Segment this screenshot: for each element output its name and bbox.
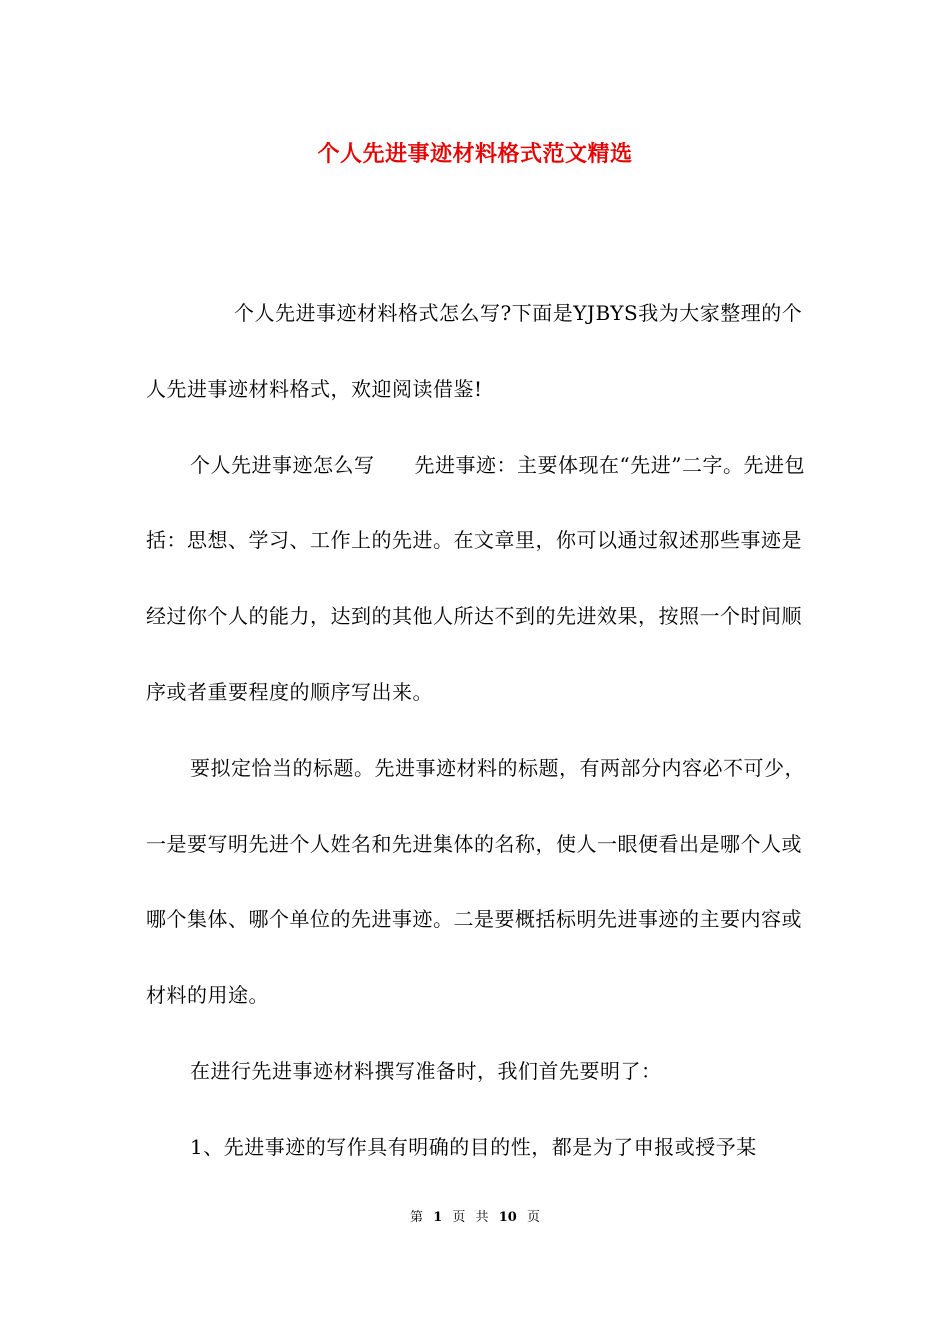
page-footer	[0, 1208, 950, 1228]
footer-total-unit: 页	[526, 1210, 540, 1225]
paragraph-heading: 个人先进事迹怎么写	[190, 452, 375, 477]
paragraph-intro: 个人先进事迹材料格式怎么写?下面是YJBYS我为大家整理的个人先进事迹材料格式，欢迎阅读借鉴!	[146, 301, 803, 401]
paragraph-how-to-write	[146, 428, 810, 731]
paragraph-point-one: 1、先进事迹的写作具有明确的目的性，都是为了申报或授予某	[190, 1134, 757, 1159]
page-number: 1	[433, 1210, 443, 1225]
paragraph-title-rules: 要拟定恰当的标题。先进事迹材料的标题，有两部分内容必不可少，一是要写明先进个人姓名和先进集体的名称，使人一眼便看出是哪个人或哪个集体、哪个单位的先进事迹。二是要概括标明先进事迹的主要内容或材料的用途。	[146, 755, 805, 1008]
footer-page-unit: 页	[452, 1210, 466, 1225]
footer-total-prefix: 共	[475, 1210, 489, 1225]
paragraph-preparation: 在进行先进事迹材料撰写准备时，我们首先要明了：	[190, 1058, 662, 1083]
document-title: 个人先进事迹材料格式范文精选	[317, 141, 633, 167]
footer-prefix: 第	[410, 1210, 424, 1225]
page-total: 10	[498, 1210, 517, 1225]
document-body	[146, 276, 810, 1186]
paragraph-body: 先进事迹：主要体现在“先进”二字。先进包括：思想、学习、工作上的先进。在文章里，你可以通过叙述那些事迹是经过你个人的能力，达到的其他人所达不到的先进效果，按照一个时间顺序或者重要程度的顺序写出来。	[146, 452, 805, 704]
